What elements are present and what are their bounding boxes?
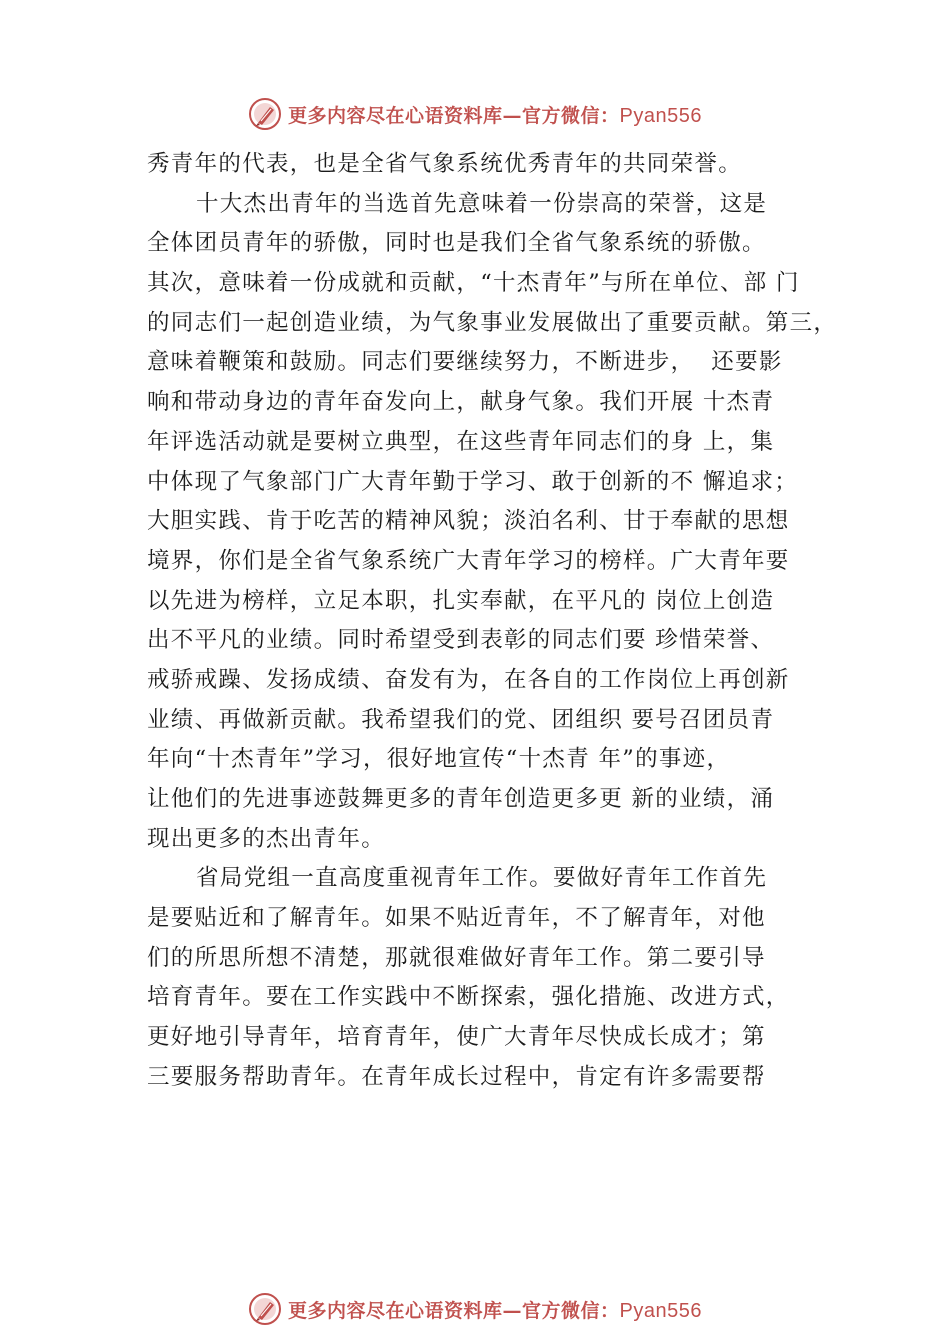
footer-banner [0, 1291, 950, 1327]
text-line: 境界，你们是全省气象系统广大青年学习的榜样。广大青年要 [147, 547, 790, 574]
text-line: 年评选活动就是要树立典型，在这些青年同志们的身 上，集 [147, 428, 775, 455]
document-body [147, 145, 847, 1098]
text-line: 三要服务帮助青年。在青年成长过程中，肯定有许多需要帮 [147, 1063, 766, 1090]
pen-nib-logo-icon [248, 97, 282, 131]
pen-nib-logo-icon [248, 1292, 282, 1326]
header-banner [0, 96, 950, 132]
text-line: 以先进为榜样，立足本职，扎实奉献，在平凡的 岗位上创造 [147, 587, 775, 614]
text-line: 业绩、再做新贡献。我希望我们的党、团组织 要号召团员青 [147, 706, 775, 733]
text-line: 秀青年的代表，也是全省气象系统优秀青年的共同荣誉。 [147, 151, 743, 177]
text-line: 更好地引导青年，培育青年，使广大青年尽快成长成才；第 [147, 1024, 766, 1051]
text-line: 年向“十杰青年”学习，很好地宣传“十杰青 年”的事迹， [147, 746, 731, 773]
wechat-id: Pyan556 [619, 104, 702, 127]
text-line: 大胆实践、肯于吃苦的精神风貌；淡泊名利、甘于奉献的思想 [147, 508, 790, 535]
text-line: 的同志们一起创造业绩，为气象事业发展做出了重要贡献。第三， [147, 309, 838, 336]
text-line: 响和带动身边的青年奋发向上，献身气象。我们开展 十杰青 [147, 389, 775, 416]
text-line: 省局党组一直高度重视青年工作。要做好青年工作首先 [196, 865, 768, 892]
text-line: 意味着鞭策和鼓励。同志们要继续努力，不断进步， 还要影 [147, 349, 783, 376]
text-line: 中体现了气象部门广大青年勤于学习、敢于创新的不 懈追求； [147, 468, 799, 495]
text-line: 们的所思所想不清楚，那就很难做好青年工作。第二要引导 [147, 944, 766, 971]
text-line: 出不平凡的业绩。同时希望受到表彰的同志们要 珍惜荣誉、 [147, 627, 775, 654]
text-line: 戒骄戒躁、发扬成绩、奋发有为，在各自的工作岗位上再创新 [147, 666, 790, 693]
text-line: 十大杰出青年的当选首先意味着一份崇高的荣誉，这是 [196, 190, 768, 217]
text-line: 让他们的先进事迹鼓舞更多的青年创造更多更 新的业绩，涌 [147, 786, 775, 812]
header-text: 更多内容尽在心语资料库—官方微信：Pyan556 [288, 104, 702, 127]
text-line: 是要贴近和了解青年。如果不贴近青年，不了解青年，对他 [147, 905, 766, 932]
text-line: 其次，意味着一份成就和贡献，“十杰青年”与所在单位、部 门 [147, 270, 800, 297]
wechat-id: Pyan556 [619, 1299, 702, 1322]
text-line: 现出更多的杰出青年。 [147, 825, 386, 852]
text-line: 全体团员青年的骄傲，同时也是我们全省气象系统的骄傲。 [147, 230, 766, 257]
text-line: 培育青年。要在工作实践中不断探索，强化措施、改进方式， [147, 984, 790, 1011]
footer-text: 更多内容尽在心语资料库—官方微信：Pyan556 [288, 1299, 702, 1322]
